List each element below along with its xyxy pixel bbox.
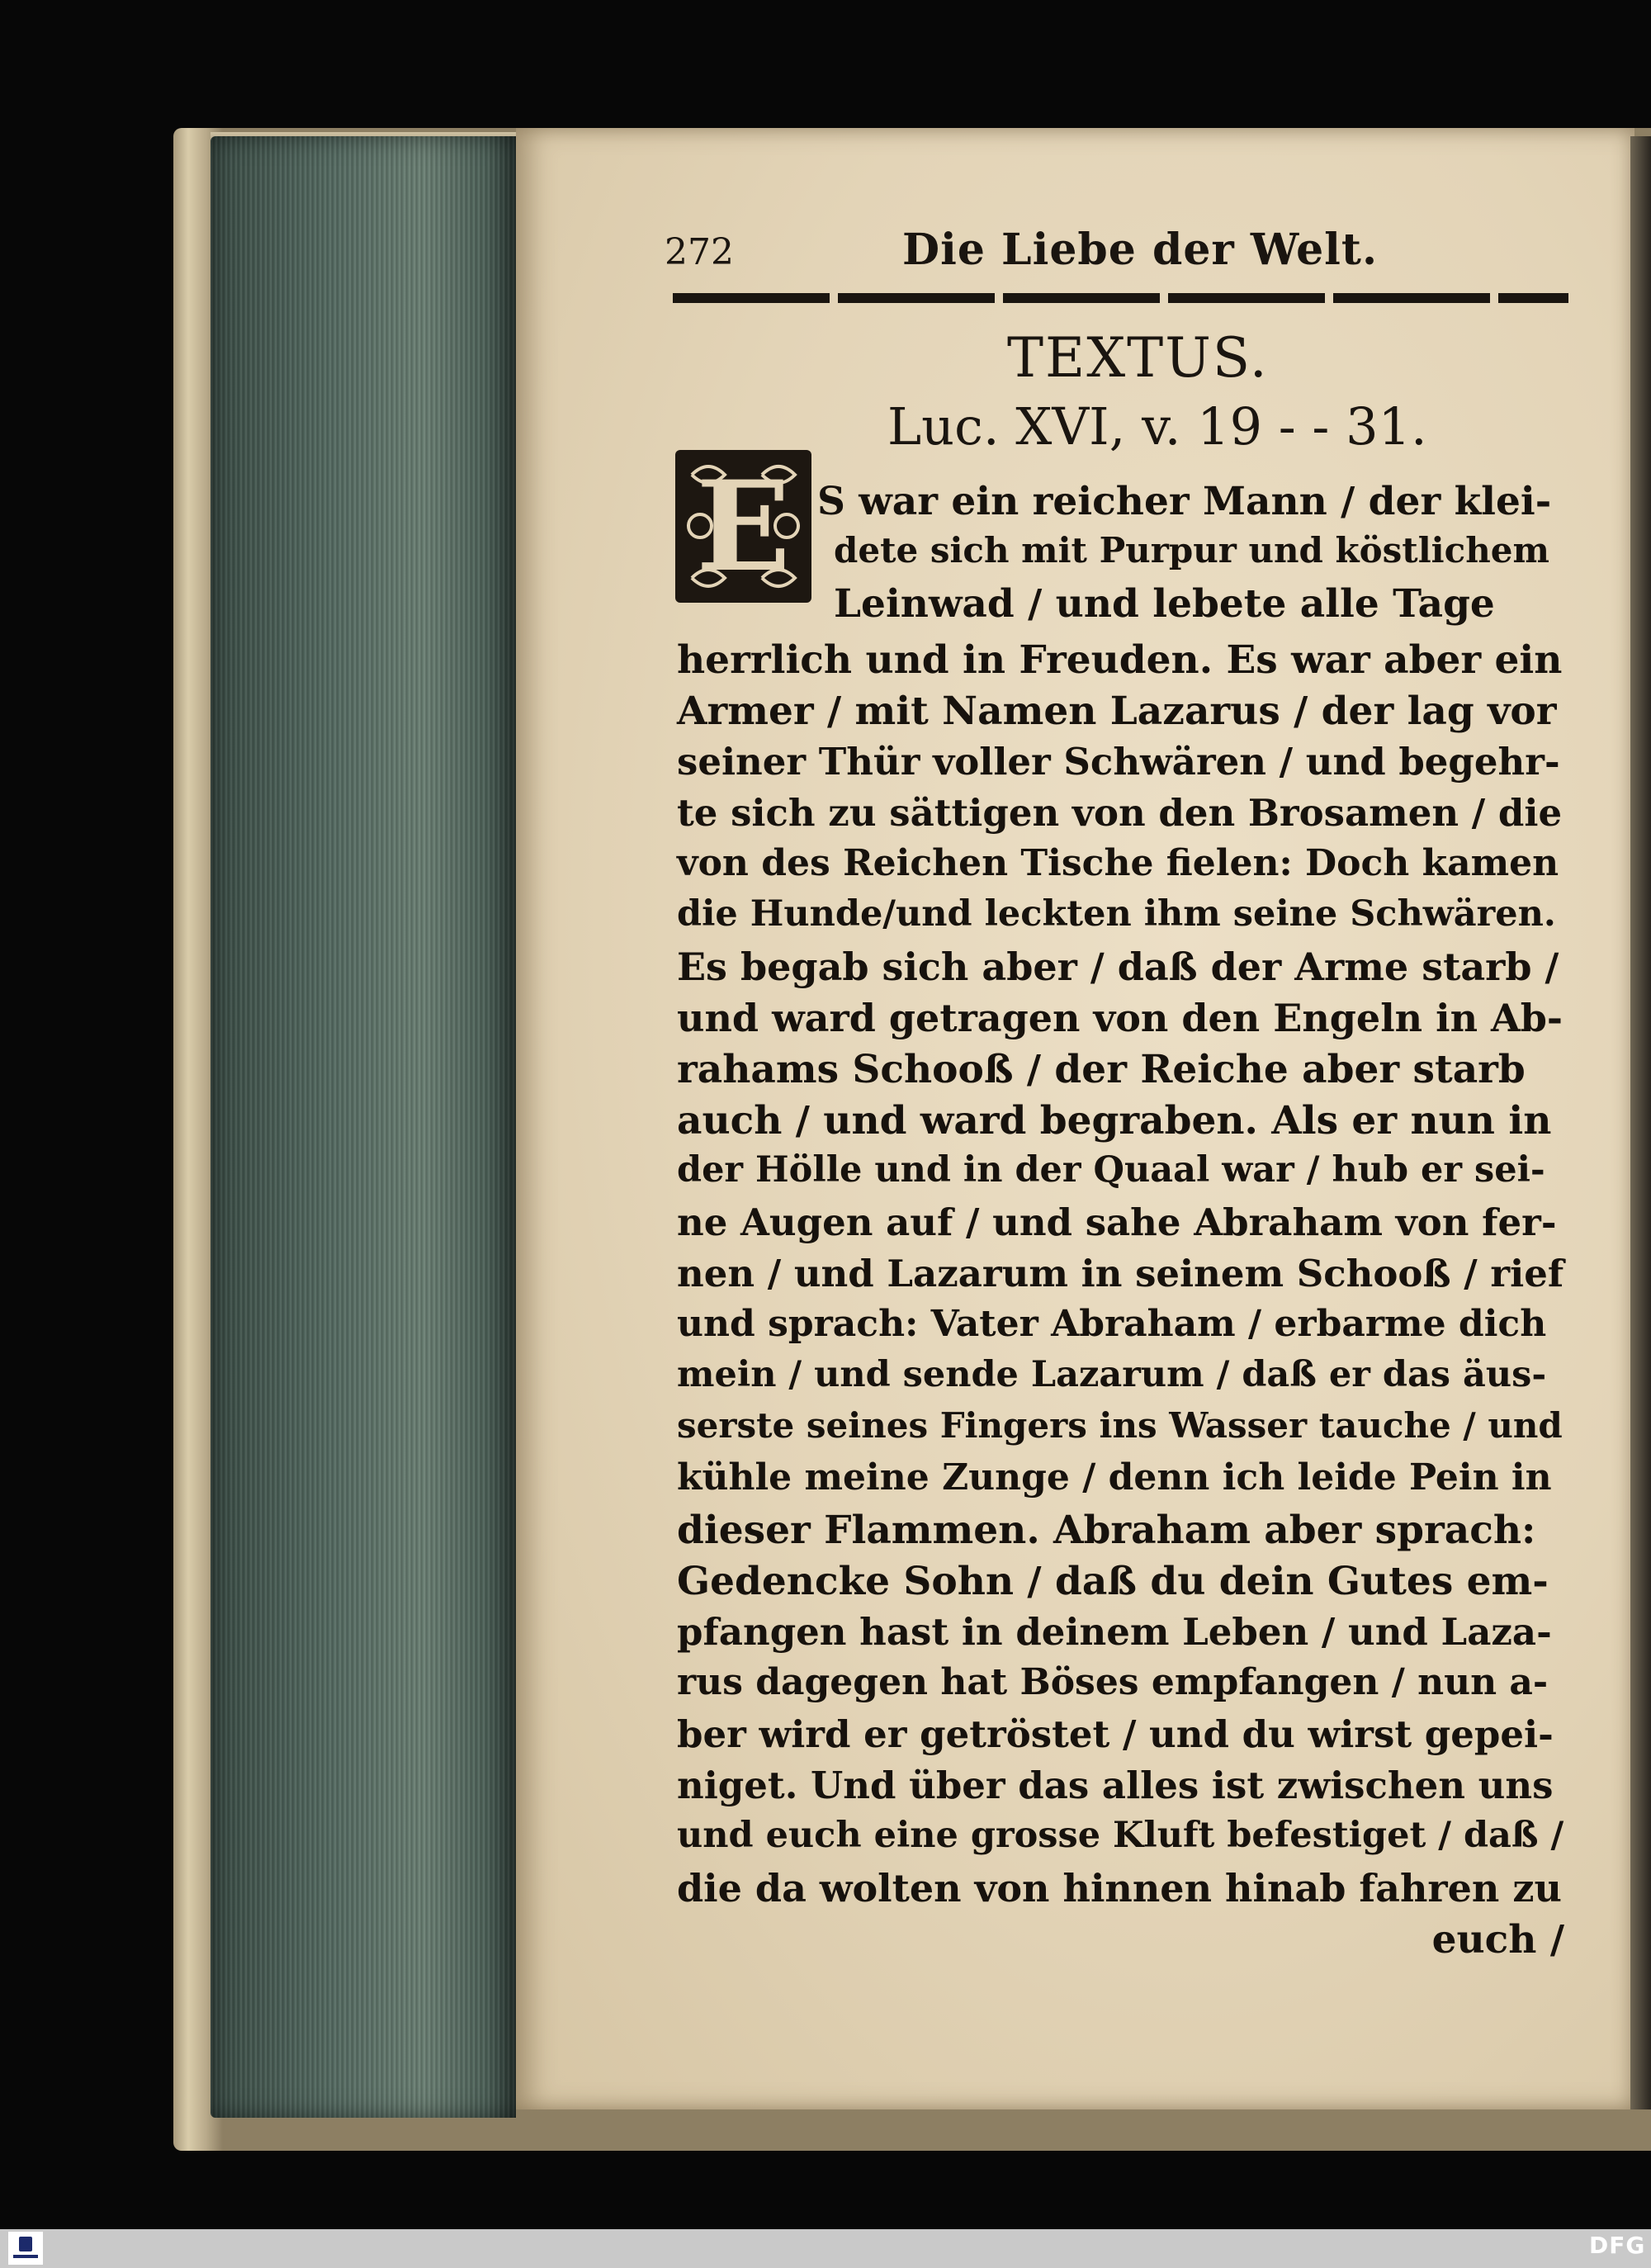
text-line: kühle meine Zunge / denn ich leide Pein in (677, 1456, 1552, 1499)
textus-heading: TEXTUS. (1007, 326, 1269, 390)
text-line: Leinwad / und lebete alle Tage (834, 581, 1495, 627)
text-line: rahams Schooß / der Reiche aber starb (677, 1047, 1526, 1092)
decorated-initial (675, 450, 811, 603)
running-title: Die Liebe der Welt. (902, 225, 1379, 275)
text-line: Gedencke Sohn / daß du dein Gutes em- (677, 1559, 1549, 1604)
text-line: ber wird er getröstet / und du wirst gepei- (677, 1712, 1554, 1756)
text-line: die da wolten von hinnen hinab fahren zu (677, 1866, 1562, 1911)
text-line: auch / und ward begraben. Als er nun in (677, 1098, 1552, 1143)
text-line: te sich zu sättigen von den Brosamen / die (677, 791, 1563, 835)
text-line: der Hölle und in der Quaal war / hub er sei- (677, 1149, 1545, 1191)
library-logo-icon (8, 2232, 43, 2265)
viewer-footer (0, 2229, 1651, 2268)
text-line: herrlich und in Freuden. Es war aber ein (677, 637, 1563, 683)
scripture-reference: Luc. XVI, v. 19 - - 31. (887, 396, 1427, 457)
initial-letter: E (696, 453, 791, 599)
text-line: und sprach: Vater Abraham / erbarme dich (677, 1303, 1547, 1345)
text-line: ne Augen auf / und sahe Abraham von fer- (677, 1200, 1557, 1244)
text-line: mein / und sende Lazarum / daß er das äus- (677, 1354, 1547, 1395)
text-line: seiner Thür voller Schwären / und begehr- (677, 740, 1560, 784)
text-line: und ward getragen von den Engeln in Ab- (677, 996, 1563, 1040)
text-line: rus dagegen hat Böses empfangen / nun a- (677, 1661, 1549, 1703)
text-line: und euch eine grosse Kluft befestiget / daß / (677, 1815, 1564, 1856)
text-line: pfangen hast in deinem Leben / und Laza- (677, 1610, 1552, 1654)
text-line: von des Reichen Tische fielen: Doch kamen (677, 842, 1559, 884)
text-line: S war ein reicher Mann / der klei- (817, 479, 1552, 524)
text-line: nen / und Lazarum in seinem Schooß / rief (677, 1252, 1564, 1295)
running-head (665, 225, 1564, 282)
text-line: niget. Und über das alles ist zwischen uns (677, 1764, 1554, 1807)
head-rule (673, 293, 1568, 303)
text-line: Armer / mit Namen Lazarus / der lag vor (677, 689, 1557, 734)
text-line: Es begab sich aber / daß der Arme starb / (677, 945, 1559, 989)
facing-page-edge (1630, 136, 1651, 2109)
text-line: die Hunde/und leckten ihm seine Schwären. (677, 893, 1556, 935)
page-number: 272 (665, 231, 734, 273)
text-line: dete sich mit Purpur und köstlichem (834, 530, 1549, 571)
text-line: serste seines Fingers ins Wasser tauche / und (677, 1405, 1563, 1446)
text-line-catchword: euch / (1431, 1917, 1564, 1963)
text-line: dieser Flammen. Abraham aber sprach: (677, 1508, 1536, 1553)
page-block-edge (211, 136, 516, 2118)
dfg-mark: DFG (1589, 2232, 1646, 2259)
